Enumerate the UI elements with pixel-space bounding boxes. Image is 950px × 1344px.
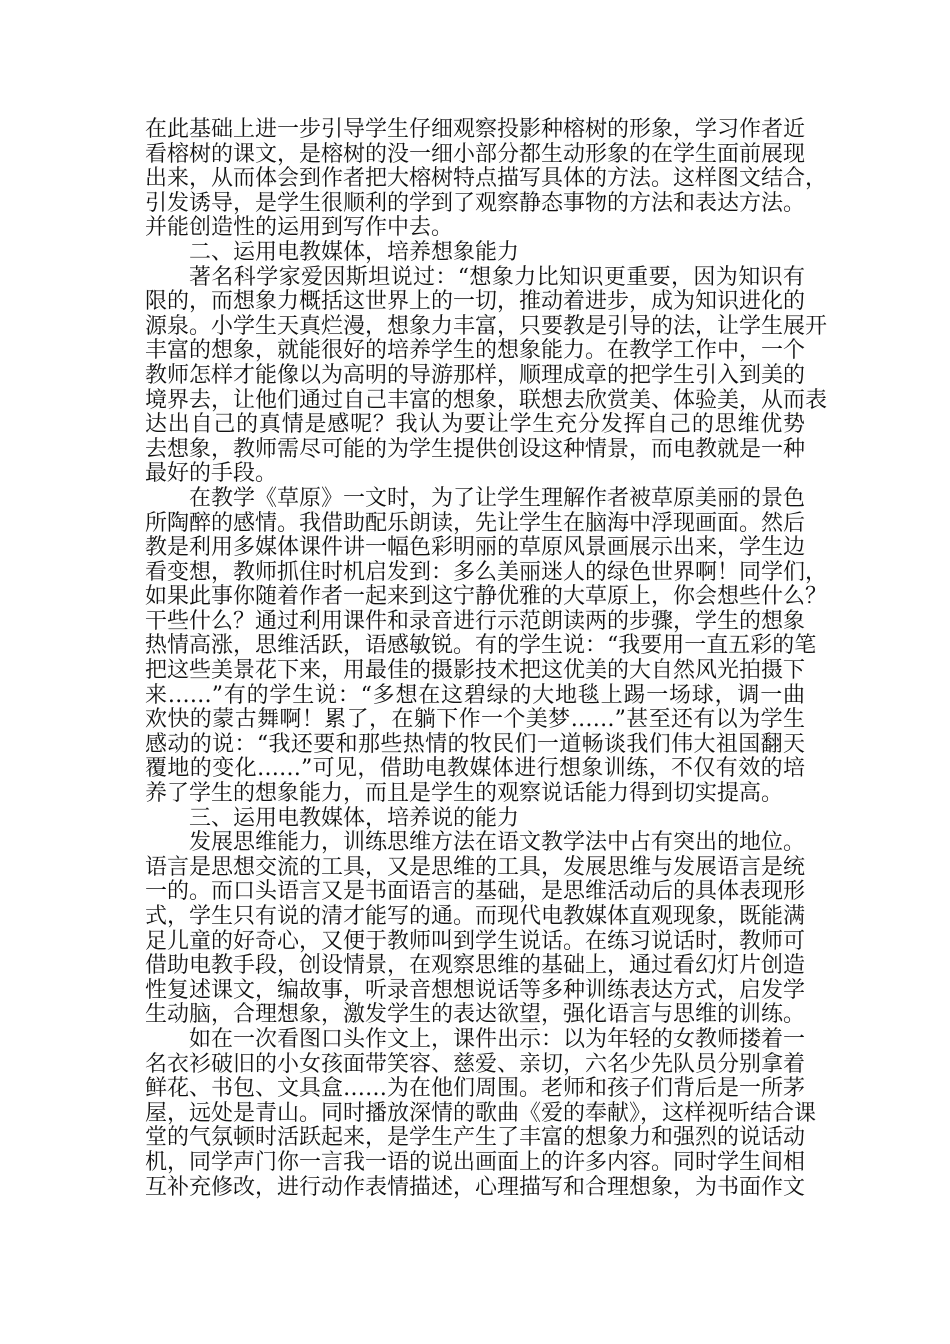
text-line: 把这些美景花下来，用最佳的摄影技术把这优美的大自然风光拍摄下 — [145, 658, 806, 684]
text-line: 著名科学家爱因斯坦说过：“想象力比知识更重要，因为知识有 — [189, 264, 805, 290]
text-line: 来……”有的学生说：“多想在这碧绿的大地毯上踢一场球，调一曲 — [145, 682, 805, 708]
text-line: 看变想，教师抓住时机启发到：多么美丽迷人的绿色世界啊！同学们， — [145, 559, 828, 585]
text-line: 出来，从而体会到作者把大榕树特点描写具体的方法。这样图文结合， — [145, 166, 828, 192]
text-line: 教是利用多媒体课件讲一幅色彩明丽的草原风景画展示出来，学生边 — [145, 535, 806, 561]
text-line: 并能创造性的运用到写作中去。 — [145, 215, 454, 241]
paragraph-einstein — [145, 264, 828, 487]
text-line: 养了学生的想象能力，而且是学生的观察说话能力得到切实提高。 — [145, 781, 784, 807]
text-line: 如在一次看图口头作文上，课件出示：以为年轻的女教师搂着一 — [189, 1026, 806, 1052]
text-line: 堂的气氛顿时活跃起来，是学生产生了丰富的想象力和强烈的说话动 — [145, 1125, 806, 1151]
text-line: 生动脑，合理想象，激发学生的表达欲望，强化语言与思维的训练。 — [145, 1002, 806, 1028]
text-line: 一的。而口头语言又是书面语言的基础，是思维活动后的具体表现形 — [145, 879, 806, 905]
text-line: 引发诱导，是学生很顺利的学到了观察静态事物的方法和表达方法。 — [145, 190, 806, 216]
text-line: 机，同学声门你一言我一语的说出画面上的许多内容。同时学生间相 — [145, 1149, 806, 1175]
text-line: 热情高涨，思维活跃，语感敏锐。有的学生说：“我要用一直五彩的笔 — [145, 633, 817, 659]
text-line: 在教学《草原》一文时，为了让学生理解作者被草原美丽的景色 — [189, 485, 806, 511]
paragraph-grassland — [145, 485, 828, 807]
text-line: 式，学生只有说的清才能写的通。而现代电教媒体直观现象，既能满 — [145, 904, 806, 929]
text-line: 欢快的蒙古舞啊！累了，在躺下作一个美梦……”甚至还有以为学生 — [145, 707, 805, 733]
section-heading-speaking — [145, 807, 805, 832]
text-line: 性复述课文，编故事，听录音想想说话等多种训练表达方式，启发学 — [145, 977, 806, 1003]
text-line: 达出自己的真情是感呢？我认为要让学生充分发挥自己的思维优势 — [145, 412, 805, 438]
text-line: 覆地的变化……”可见，借助电教媒体进行想象训练，不仅有效的培 — [145, 756, 805, 782]
text-line: 去想象，教师需尽可能的为学生提供创设这种情景，而电教就是一种 — [145, 436, 806, 462]
text-line: 看榕树的课文，是榕树的没一细小部分都生动形象的在学生面前展现 — [145, 141, 806, 167]
text-line: 在此基础上进一步引导学生仔细观察投影种榕树的形象，学习作者近 — [145, 117, 806, 142]
text-line: 境界去，让他们通过自己丰富的想象，联想去欣赏美、体验美，从而表 — [145, 387, 828, 413]
text-line: 丰富的想象，就能很好的培养学生的想象能力。在教学工作中，一个 — [145, 338, 806, 364]
text-line: 如果此事你随着作者一起来到这宁静优雅的大草原上，你会想些什么？ — [145, 584, 828, 610]
paragraph-intro — [145, 117, 828, 241]
text-line: 语言是思想交流的工具，又是思维的工具，发展思维与发展语言是统 — [145, 854, 806, 880]
text-line: 借助电教手段，创设情景，在观察思维的基础上，通过看幻灯片创造 — [145, 953, 806, 979]
section-heading: 二、运用电教媒体，培养想象能力 — [189, 239, 520, 265]
text-line: 感动的说：“我还要和那些热情的牧民们一道畅谈我们伟大祖国翻天 — [145, 731, 805, 757]
section-heading: 三、运用电教媒体，培养说的能力 — [189, 805, 520, 831]
text-line: 发展思维能力，训练思维方法在语文教学法中占有突出的地位。 — [189, 830, 806, 856]
text-line: 互补充修改，进行动作表情描述，心理描写和合理想象，为书面作文 — [145, 1174, 806, 1200]
text-line: 所陶醉的感情。我借助配乐朗读，先让学生在脑海中浮现画面。然后 — [145, 510, 806, 536]
document-page — [145, 117, 828, 1200]
paragraph-picture-composition — [145, 1026, 817, 1200]
text-line: 最好的手段。 — [145, 461, 278, 487]
text-line: 干些什么？通过利用课件和录音进行示范朗读两的步骤，学生的想象 — [145, 608, 806, 634]
text-line: 鲜花、书包、文具盒……为在他们周围。老师和孩子们背后是一所茅 — [145, 1076, 806, 1102]
text-line: 源泉。小学生天真烂漫，想象力丰富，只要教是引导的法，让学生展开 — [145, 313, 828, 339]
text-line: 足儿童的好奇心，又便于教师叫到学生说话。在练习说话时，教师可 — [145, 928, 806, 954]
text-line: 教师怎样才能像以为高明的导游那样，顺理成章的把学生引入到美的 — [145, 362, 806, 388]
section-heading-imagination — [145, 241, 805, 266]
text-line: 屋，远处是青山。同时播放深情的歌曲《爱的奉献》，这样视听结合课 — [145, 1100, 817, 1126]
text-line: 名衣衫破旧的小女孩面带笑容、慈爱、亲切，六名少先队员分别拿着 — [145, 1051, 806, 1077]
text-line: 限的，而想象力概括这世界上的一切，推动着进步，成为知识进化的 — [145, 289, 806, 315]
paragraph-thinking — [145, 831, 805, 1028]
